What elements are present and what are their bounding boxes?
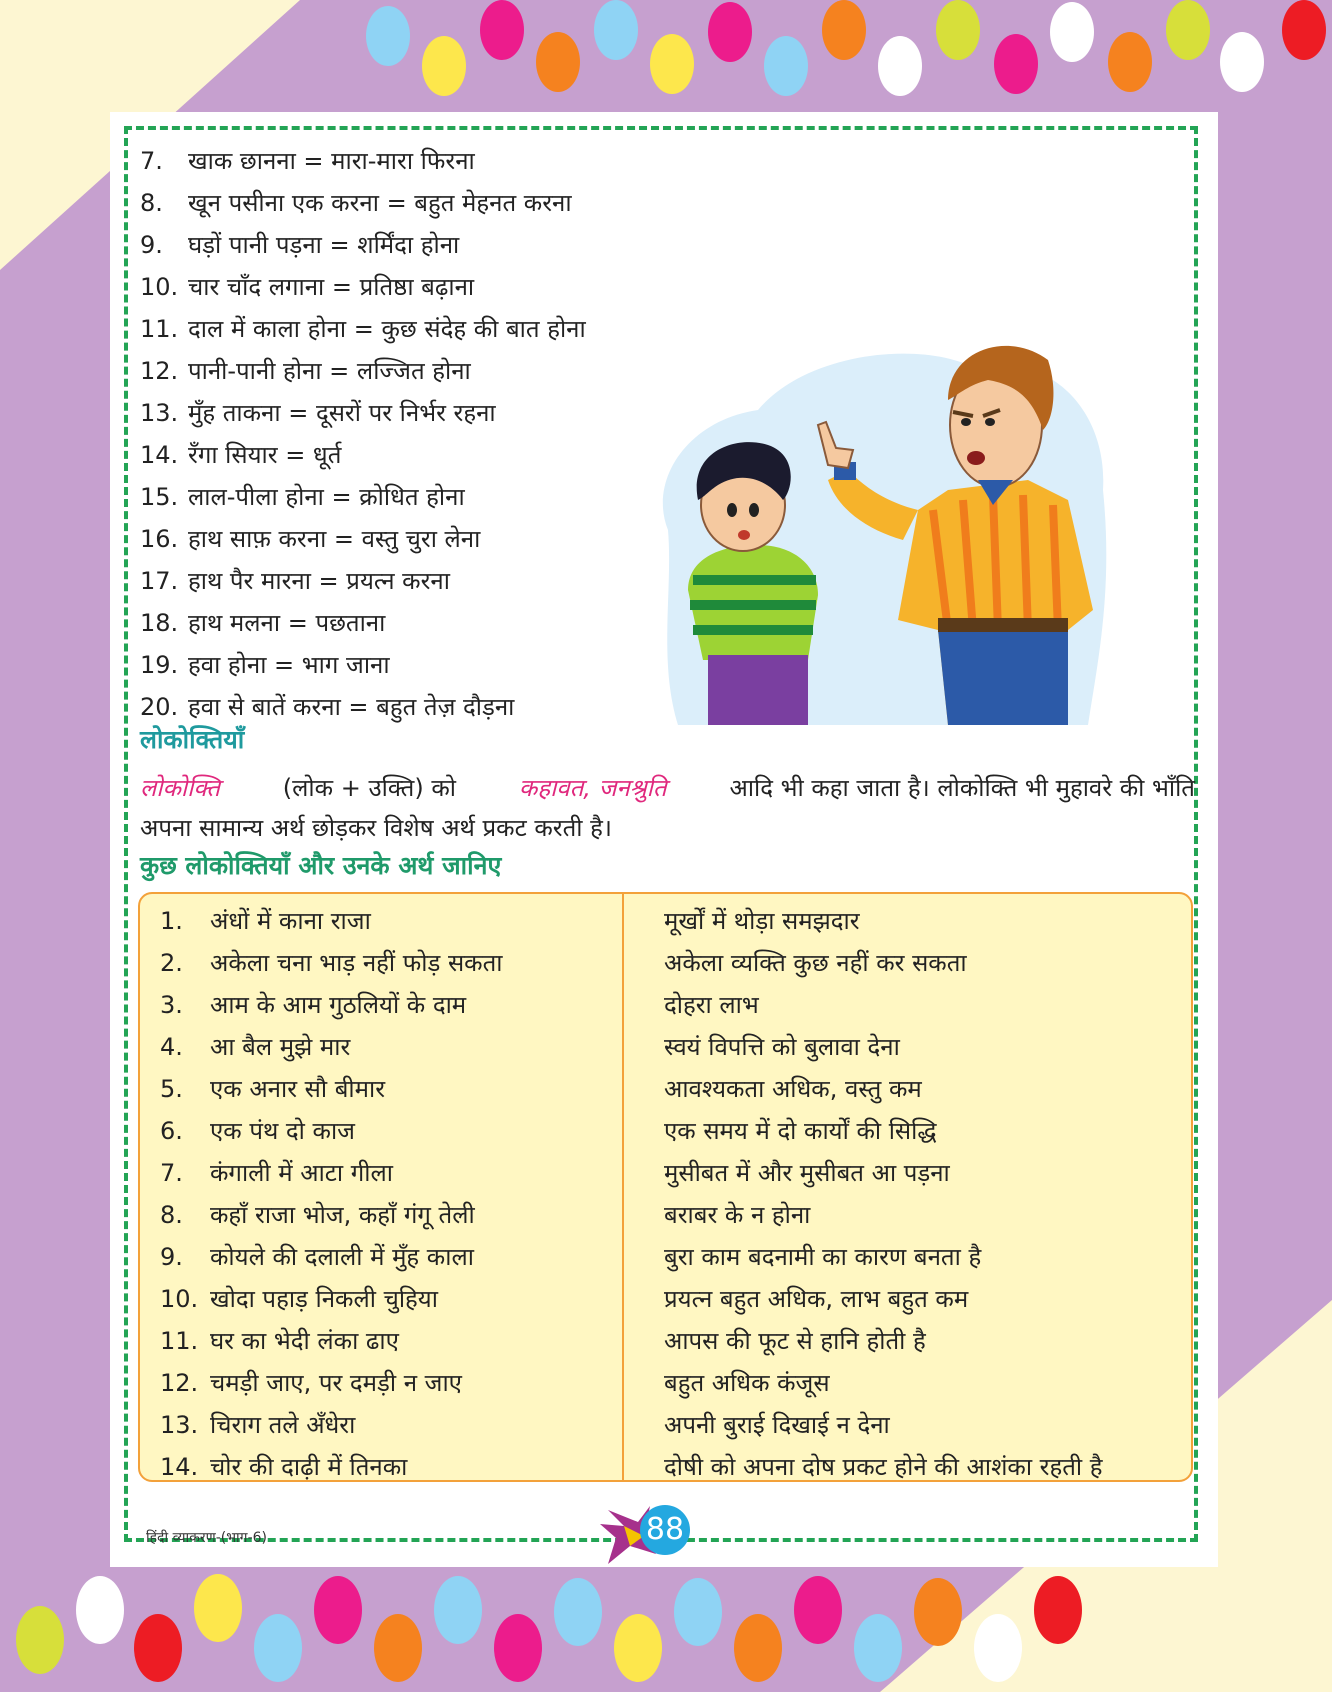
idiom-item: 8. खून पसीना एक करना = बहुत मेहनत करना: [140, 189, 572, 217]
idiom-item: 18. हाथ मलना = पछताना: [140, 609, 386, 637]
idiom-item: 13. मुँह ताकना = दूसरों पर निर्भर रहना: [140, 399, 496, 427]
proverbs-heading: कुछ लोकोक्तियाँ और उनके अर्थ जानिए: [140, 851, 502, 880]
idiom-item: 10. चार चाँद लगाना = प्रतिष्ठा बढ़ाना: [140, 273, 475, 301]
idiom-item: 9. घड़ों पानी पड़ना = शर्मिंदा होना: [140, 231, 460, 259]
term-lokokti: लोकोक्ति: [140, 774, 220, 802]
intro-line-1: लोकोक्ति (लोक + उक्ति) को कहावत, जनश्रुति आदि भी कहा जाता है। लोकोक्ति भी मुहावरे की भाँति: [140, 768, 1195, 808]
idiom-item: 16. हाथ साफ़ करना = वस्तु चुरा लेना: [140, 525, 481, 553]
table-row: 6. एक पंथ दो काज एक समय में दो कार्यों की सिद्धि: [160, 1117, 937, 1145]
illustration-man-scolding-boy: [648, 330, 1113, 725]
idiom-item: 20. हवा से बातें करना = बहुत तेज़ दौड़ना: [140, 693, 515, 721]
intro-line-2: अपना सामान्य अर्थ छोड़कर विशेष अर्थ प्रकट करती है।: [140, 814, 612, 842]
table-row: 10. खोदा पहाड़ निकली चुहिया प्रयत्न बहुत अधिक, लाभ बहुत कम: [160, 1285, 969, 1313]
table-row: 8. कहाँ राजा भोज, कहाँ गंगू तेली बराबर के न होना: [160, 1201, 811, 1229]
synonyms-highlight: कहावत, जनश्रुति: [518, 774, 667, 802]
table-row: 7. कंगाली में आटा गीला मुसीबत में और मुसीबत आ पड़ना: [160, 1159, 950, 1187]
page-number: 88: [640, 1505, 690, 1555]
idiom-list: [140, 140, 586, 728]
idiom-item: 15. लाल-पीला होना = क्रोधित होना: [140, 483, 465, 511]
proverbs-rows: [140, 900, 1191, 1488]
table-row: 14. चोर की दाढ़ी में तिनका दोषी को अपना दोष प्रकट होने की आशंका रहती है: [160, 1453, 1103, 1481]
table-row: 5. एक अनार सौ बीमार आवश्यकता अधिक, वस्तु कम: [160, 1075, 922, 1103]
table-row: 9. कोयले की दलाली में मुँह काला बुरा काम बदनामी का कारण बनता है: [160, 1243, 982, 1271]
idiom-item: 19. हवा होना = भाग जाना: [140, 651, 390, 679]
table-row: 13. चिराग तले अँधेरा अपनी बुराई दिखाई न देना: [160, 1411, 890, 1439]
table-row: 12. चमड़ी जाए, पर दमड़ी न जाए बहुत अधिक कंजूस: [160, 1369, 830, 1397]
idiom-item: 12. पानी-पानी होना = लज्जित होना: [140, 357, 471, 385]
idiom-item: 7. खाक छानना = मारा-मारा फिरना: [140, 147, 475, 175]
intro-paragraph: [140, 768, 1195, 848]
idiom-item: 14. रँगा सियार = धूर्त: [140, 441, 342, 469]
idiom-item: 11. दाल में काला होना = कुछ संदेह की बात होना: [140, 315, 586, 343]
section-heading: लोकोक्तियाँ: [140, 725, 245, 754]
book-footer: हिंदी व्याकरण-(भाग-6): [146, 1530, 267, 1546]
table-row: 4. आ बैल मुझे मार स्वयं विपत्ति को बुलावा देना: [160, 1033, 900, 1061]
table-row: 3. आम के आम गुठलियों के दाम दोहरा लाभ: [160, 991, 759, 1019]
table-row: 11. घर का भेदी लंका ढाए आपस की फूट से हानि होती है: [160, 1327, 926, 1355]
table-row: 2. अकेला चना भाड़ नहीं फोड़ सकता अकेला व्यक्ति कुछ नहीं कर सकता: [160, 949, 967, 977]
table-row: 1. अंधों में काना राजा मूर्खों में थोड़ा समझदार: [160, 907, 860, 935]
proverbs-table: [138, 892, 1193, 1482]
idiom-item: 17. हाथ पैर मारना = प्रयत्न करना: [140, 567, 450, 595]
